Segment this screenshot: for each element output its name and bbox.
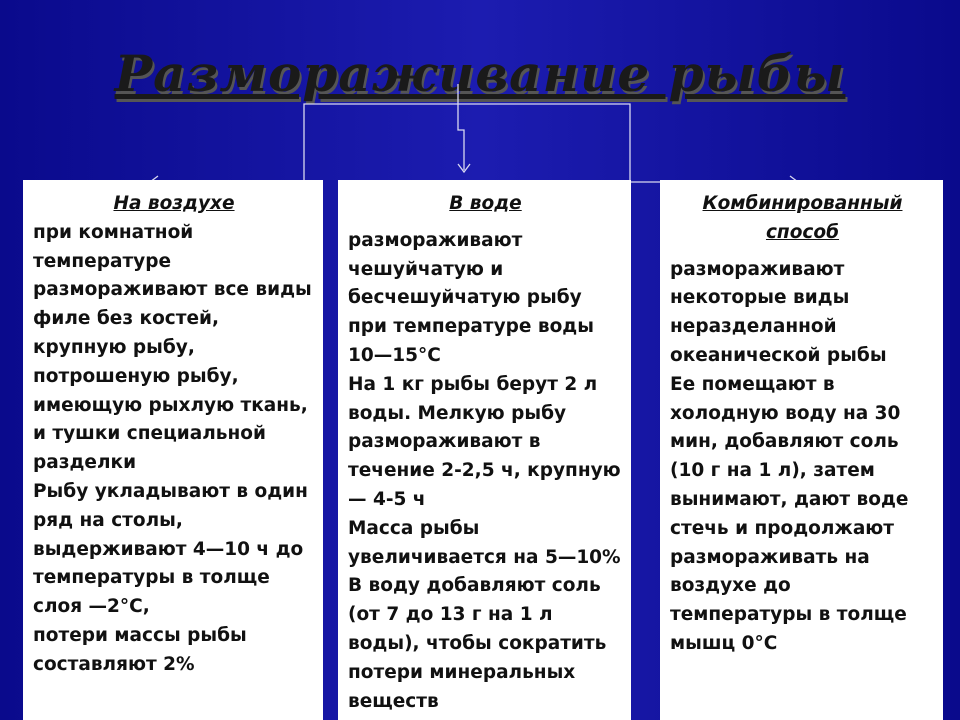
connector-left: [152, 104, 458, 182]
method-water-box: [338, 180, 631, 720]
method-water-heading: В воде: [449, 193, 522, 214]
page-title: Размораживание рыбы: [114, 44, 846, 103]
method-air-text: Рыбу укладывают в один ряд на столы, выдерживают 4—10 ч до температуры в толще слоя —2°С,: [33, 480, 308, 618]
method-air-heading: На воздухе: [113, 193, 235, 214]
method-combined-box: [660, 180, 943, 720]
method-water-text: На 1 кг рыбы берут 2 л воды. Мелкую рыбу размораживают в течение 2-2,5 ч, крупную — 4-5 ч: [348, 373, 621, 510]
method-combined-heading: Комбинированный способ: [702, 193, 903, 243]
method-water-text: В воду добавляют соль (от 7 до 13 г на 1 л воды), чтобы сократить потери минеральных веществ: [348, 575, 607, 712]
method-air-text: потери массы рыбы составляют 2%: [33, 624, 247, 675]
connector-right: [458, 104, 796, 182]
method-air-box: [23, 180, 323, 720]
method-combined-text: размораживают некоторые виды неразделанной океанической рыбы: [670, 258, 887, 366]
connector-center: [458, 84, 464, 170]
method-combined-text: Ее помещают в холодную воду на 30 мин, добавляют соль (10 г на 1 л), затем вынимают, дают воде стечь и продолжают размораживать на воздухе до температуры в толще мышц 0°С: [670, 373, 909, 654]
method-air-text: при комнатной температуре размораживают все виды филе без костей, крупную рыбу, потрошеную рыбу, имеющую рыхлую ткань, и тушки специальной разделки: [33, 221, 312, 474]
method-water-text: Масса рыбы увеличивается на 5—10%: [348, 517, 621, 568]
method-water-text: размораживают чешуйчатую и бесчешуйчатую рыбу при температуре воды 10—15°С: [348, 229, 594, 366]
